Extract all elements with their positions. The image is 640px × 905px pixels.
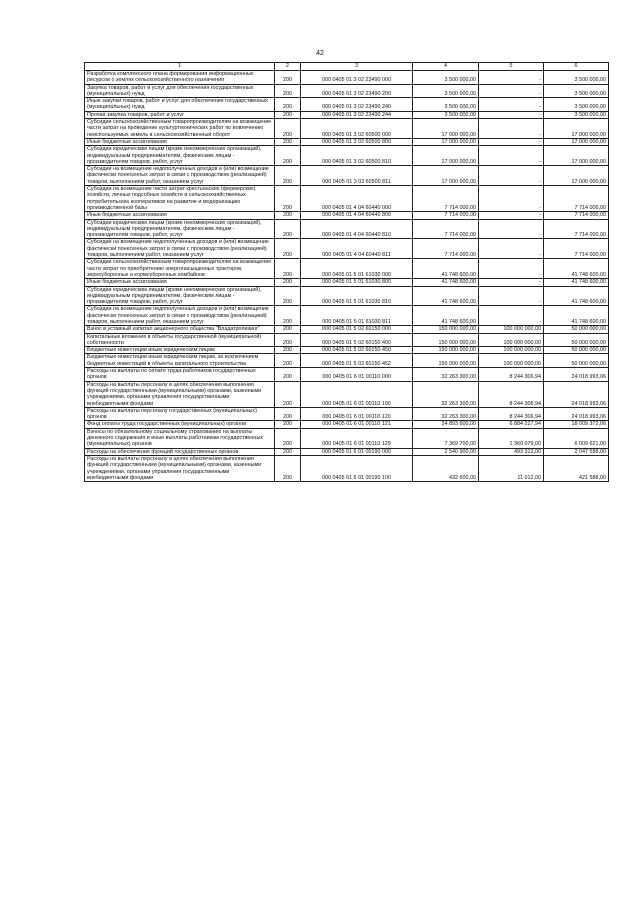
row-budget-code-cell: 000 0405 01 3 02 23490 244 [301, 111, 413, 118]
row-executed-amount-cell: 493 312,00 [479, 448, 544, 455]
row-executed-amount-cell: 6 884 227,94 [479, 421, 544, 428]
row-budget-code-cell: 000 0405 01 6 01 00110 120 [301, 407, 413, 421]
row-remaining-amount-cell: 41 748 600,00 [544, 259, 609, 279]
table-row [85, 84, 609, 98]
row-remaining-amount-cell: 3 500 000,00 [544, 71, 609, 85]
row-name-cell: Субсидии сельскохозяйственным товаропроизводителям на возмещение части затрат по приобретению энергонасыщенных тракторов, зерноуборочных и кормоуборочных комбайнов [85, 259, 275, 279]
row-admin-code-cell: 200 [275, 286, 301, 306]
row-admin-code-cell: 200 [275, 146, 301, 166]
row-name-cell: Субсидии на возмещение части затрат крестьянских (фермерских) хозяйств, личных подсобных хозяйств и сельскохозяйственных потребительских кооперативов на развитие и модернизацию производственной базы [85, 186, 275, 212]
row-approved-amount-cell: 2 540 900,00 [413, 448, 479, 455]
row-name-cell: Субсидии сельскохозяйственным товаропроизводителям на возмещение части затрат на проведение культуртехнических работ по вовлечению неиспользуемых земель в сельскохозяйственный оборот [85, 119, 275, 139]
row-budget-code-cell: 000 0405 01 6 01 00110 129 [301, 428, 413, 448]
header-cell-4: 4 [413, 63, 479, 71]
row-executed-amount-cell: 100 000 000,00 [479, 347, 544, 354]
row-remaining-amount-cell: 421 588,00 [544, 455, 609, 481]
table-row [85, 239, 609, 259]
row-admin-code-cell: 200 [275, 219, 301, 239]
header-cell-6: 6 [544, 63, 609, 71]
row-budget-code-cell: 000 0405 01 6 01 00190 000 [301, 448, 413, 455]
table-row [85, 138, 609, 145]
table-row [85, 98, 609, 112]
row-executed-amount-cell: 1 360 079,00 [479, 428, 544, 448]
row-remaining-amount-cell: 3 500 000,00 [544, 111, 609, 118]
row-approved-amount-cell: 150 000 000,00 [413, 326, 479, 333]
row-budget-code-cell: 000 0405 01 5 02 60150 000 [301, 326, 413, 333]
row-approved-amount-cell: 17 000 000,00 [413, 166, 479, 186]
table-row [85, 186, 609, 212]
row-name-cell: Субсидии юридическим лицам (кроме некоммерческих организаций), индивидуальным предпринимателям, физическим лицам - производителям товаров, работ, услуг [85, 286, 275, 306]
row-budget-code-cell: 000 0405 01 5 02 60150 450 [301, 347, 413, 354]
table-row [85, 354, 609, 368]
row-admin-code-cell: 200 [275, 71, 301, 85]
row-budget-code-cell: 000 0405 01 3 02 60500 800 [301, 138, 413, 145]
row-approved-amount-cell: 7 714 000,00 [413, 239, 479, 259]
row-approved-amount-cell: 41 748 600,00 [413, 279, 479, 286]
row-approved-amount-cell: 7 714 000,00 [413, 186, 479, 212]
row-remaining-amount-cell: 17 000 000,00 [544, 146, 609, 166]
row-approved-amount-cell: 150 000 000,00 [413, 333, 479, 347]
row-approved-amount-cell: 32 263 300,00 [413, 381, 479, 407]
table-row [85, 326, 609, 333]
row-remaining-amount-cell: 41 748 600,00 [544, 286, 609, 306]
row-admin-code-cell: 200 [275, 212, 301, 219]
row-approved-amount-cell: 7 714 000,00 [413, 212, 479, 219]
row-executed-amount-cell: - [479, 306, 544, 326]
row-executed-amount-cell: - [479, 212, 544, 219]
row-approved-amount-cell: 32 263 300,00 [413, 407, 479, 421]
row-executed-amount-cell: - [479, 98, 544, 112]
row-approved-amount-cell: 41 748 600,00 [413, 286, 479, 306]
row-budget-code-cell: 000 0405 01 5 02 60150 400 [301, 333, 413, 347]
row-executed-amount-cell: 100 000 000,00 [479, 326, 544, 333]
row-budget-code-cell: 000 0405 01 3 02 60500 810 [301, 146, 413, 166]
row-budget-code-cell: 000 0405 01 6 01 00110 100 [301, 381, 413, 407]
row-executed-amount-cell: - [479, 84, 544, 98]
row-executed-amount-cell: 8 244 306,94 [479, 381, 544, 407]
row-admin-code-cell: 200 [275, 84, 301, 98]
row-name-cell: Закупка товаров, работ и услуг для обеспечения государственных (муниципальных) нужд [85, 84, 275, 98]
row-budget-code-cell: 000 0405 01 5 02 60150 452 [301, 354, 413, 368]
row-executed-amount-cell: - [479, 71, 544, 85]
row-budget-code-cell: 000 0405 01 3 02 23490 000 [301, 71, 413, 85]
row-name-cell: Взнос в уставный капитал акционерного общества "Владагролизинг" [85, 326, 275, 333]
row-approved-amount-cell: 3 500 000,00 [413, 98, 479, 112]
row-approved-amount-cell: 17 000 000,00 [413, 119, 479, 139]
table-row [85, 259, 609, 279]
row-approved-amount-cell: 17 000 000,00 [413, 146, 479, 166]
header-cell-3: 3 [301, 63, 413, 71]
row-executed-amount-cell: 11 012,00 [479, 455, 544, 481]
table-row [85, 428, 609, 448]
table-row [85, 381, 609, 407]
page-number: 42 [316, 50, 324, 57]
row-admin-code-cell: 200 [275, 368, 301, 382]
row-name-cell: Фонд оплаты труда государственных (муниципальных) органов [85, 421, 275, 428]
row-budget-code-cell: 000 0405 01 4 04 60440 811 [301, 239, 413, 259]
row-name-cell: Иные закупки товаров, работ и услуг для обеспечения государственных (муниципальных) нужд [85, 98, 275, 112]
row-budget-code-cell: 000 0405 01 4 04 60440 800 [301, 212, 413, 219]
row-admin-code-cell: 200 [275, 428, 301, 448]
row-admin-code-cell: 200 [275, 407, 301, 421]
table-row [85, 111, 609, 118]
row-budget-code-cell: 000 0405 01 5 01 61030 811 [301, 306, 413, 326]
row-remaining-amount-cell: 17 000 000,00 [544, 166, 609, 186]
row-approved-amount-cell: 7 714 000,00 [413, 219, 479, 239]
row-executed-amount-cell: - [479, 146, 544, 166]
row-name-cell: Бюджетные инвестиции иным юридическим лицам [85, 347, 275, 354]
table-row [85, 146, 609, 166]
row-name-cell: Бюджетные инвестиции иным юридическим лицам, за исключением бюджетных инвестиций в объекты капитального строительства [85, 354, 275, 368]
row-admin-code-cell: 200 [275, 306, 301, 326]
table-row [85, 347, 609, 354]
row-admin-code-cell: 200 [275, 333, 301, 347]
row-executed-amount-cell: 100 000 000,00 [479, 354, 544, 368]
row-admin-code-cell: 200 [275, 111, 301, 118]
row-executed-amount-cell: - [479, 119, 544, 139]
row-admin-code-cell: 200 [275, 354, 301, 368]
row-remaining-amount-cell: 6 009 621,00 [544, 428, 609, 448]
row-remaining-amount-cell: 50 000 000,00 [544, 333, 609, 347]
row-approved-amount-cell: 150 000 000,00 [413, 354, 479, 368]
row-admin-code-cell: 200 [275, 326, 301, 333]
row-remaining-amount-cell: 50 000 000,00 [544, 326, 609, 333]
table-row [85, 71, 609, 85]
table-row [85, 219, 609, 239]
row-name-cell: Расходы на обеспечение функций государственных органов [85, 448, 275, 455]
row-name-cell: Расходы на выплаты персоналу в целях обеспечения выполнения функций государственными (муниципальными) органами, казенными учреждениями, органами управления государственными внебюджетными фондами [85, 381, 275, 407]
row-admin-code-cell: 200 [275, 381, 301, 407]
row-name-cell: Субсидии на возмещение недополученных доходов и (или) возмещение фактически понесенных затрат в связи с производством (реализацией) товаров, выполнением работ, оказанием услуг [85, 306, 275, 326]
budget-execution-table [84, 62, 609, 482]
table-row [85, 455, 609, 481]
row-approved-amount-cell: 32 263 300,00 [413, 368, 479, 382]
row-executed-amount-cell: - [479, 259, 544, 279]
row-remaining-amount-cell: 50 000 000,00 [544, 354, 609, 368]
row-budget-code-cell: 000 0405 01 5 01 61030 800 [301, 279, 413, 286]
table-row [85, 306, 609, 326]
row-approved-amount-cell: 41 748 600,00 [413, 306, 479, 326]
row-name-cell: Прочая закупка товаров, работ и услуг [85, 111, 275, 118]
row-admin-code-cell: 200 [275, 98, 301, 112]
header-cell-2: 2 [275, 63, 301, 71]
table-row [85, 212, 609, 219]
row-budget-code-cell: 000 0405 01 5 01 61030 810 [301, 286, 413, 306]
row-executed-amount-cell: - [479, 186, 544, 212]
row-admin-code-cell: 200 [275, 421, 301, 428]
row-name-cell: Иные бюджетные ассигнования [85, 138, 275, 145]
table-row [85, 368, 609, 382]
row-budget-code-cell: 000 0405 01 4 04 60440 810 [301, 219, 413, 239]
row-name-cell: Субсидии юридическим лицам (кроме некоммерческих организаций), индивидуальным предпринимателям, физическим лицам - производителям товаров, работ, услуг [85, 146, 275, 166]
row-admin-code-cell: 200 [275, 455, 301, 481]
row-name-cell: Субсидии на возмещение недополученных доходов и (или) возмещение фактически понесенных затрат в связи с производством (реализацией) товаров, выполнением работ, оказанием услуг [85, 166, 275, 186]
row-remaining-amount-cell: 24 018 993,06 [544, 368, 609, 382]
row-admin-code-cell: 200 [275, 347, 301, 354]
row-remaining-amount-cell: 3 500 000,00 [544, 84, 609, 98]
row-approved-amount-cell: 150 000 000,00 [413, 347, 479, 354]
table-row [85, 119, 609, 139]
row-budget-code-cell: 000 0405 01 6 01 00110 121 [301, 421, 413, 428]
row-approved-amount-cell: 24 893 600,00 [413, 421, 479, 428]
row-executed-amount-cell: - [479, 219, 544, 239]
table-row [85, 166, 609, 186]
row-admin-code-cell: 200 [275, 448, 301, 455]
row-remaining-amount-cell: 18 009 372,06 [544, 421, 609, 428]
row-name-cell: Капитальные вложения в объекты государственной (муниципальной) собственности [85, 333, 275, 347]
row-approved-amount-cell: 41 748 600,00 [413, 259, 479, 279]
row-executed-amount-cell: - [479, 111, 544, 118]
table-row [85, 333, 609, 347]
table-row [85, 421, 609, 428]
row-name-cell: Взносы по обязательному социальному страхованию на выплаты денежного содержания и иные выплаты работникам государственных (муниципальных) органов [85, 428, 275, 448]
header-cell-1: 1 [85, 63, 275, 71]
row-remaining-amount-cell: 7 714 000,00 [544, 212, 609, 219]
row-approved-amount-cell: 17 000 000,00 [413, 138, 479, 145]
row-executed-amount-cell: - [479, 166, 544, 186]
row-executed-amount-cell: 8 244 306,94 [479, 407, 544, 421]
row-remaining-amount-cell: 17 000 000,00 [544, 119, 609, 139]
row-remaining-amount-cell: 24 018 993,06 [544, 381, 609, 407]
row-approved-amount-cell: 3 500 000,00 [413, 84, 479, 98]
table-row [85, 286, 609, 306]
row-name-cell: Субсидии юридическим лицам (кроме некоммерческих организаций), индивидуальным предпринимателям, физическим лицам - производителям товаров, работ, услуг [85, 219, 275, 239]
row-admin-code-cell: 200 [275, 186, 301, 212]
row-remaining-amount-cell: 41 748 600,00 [544, 306, 609, 326]
row-budget-code-cell: 000 0405 01 3 02 23490 240 [301, 98, 413, 112]
table-header-row [85, 63, 609, 71]
row-admin-code-cell: 200 [275, 138, 301, 145]
row-remaining-amount-cell: 7 714 000,00 [544, 219, 609, 239]
row-approved-amount-cell: 3 500 000,00 [413, 111, 479, 118]
row-executed-amount-cell: 100 000 000,00 [479, 333, 544, 347]
row-executed-amount-cell: - [479, 279, 544, 286]
row-budget-code-cell: 000 0405 01 5 01 61030 000 [301, 259, 413, 279]
row-budget-code-cell: 000 0405 01 6 01 00110 000 [301, 368, 413, 382]
row-budget-code-cell: 000 0405 01 6 01 00190 100 [301, 455, 413, 481]
row-name-cell: Иные бюджетные ассигнования [85, 279, 275, 286]
row-remaining-amount-cell: 7 714 000,00 [544, 186, 609, 212]
row-remaining-amount-cell: 2 047 588,00 [544, 448, 609, 455]
row-remaining-amount-cell: 17 000 000,00 [544, 138, 609, 145]
row-budget-code-cell: 000 0405 01 4 04 60440 000 [301, 186, 413, 212]
row-remaining-amount-cell: 41 748 600,00 [544, 279, 609, 286]
table-row [85, 279, 609, 286]
row-approved-amount-cell: 432 600,00 [413, 455, 479, 481]
row-remaining-amount-cell: 7 714 000,00 [544, 239, 609, 259]
row-name-cell: Расходы на выплаты персоналу в целях обеспечения выполнения функций государственными (муниципальными) органами, казенными учреждениями, органами управления государственными внебюджетными фондами [85, 455, 275, 481]
row-name-cell: Иные бюджетные ассигнования [85, 212, 275, 219]
row-budget-code-cell: 000 0405 01 3 02 23490 200 [301, 84, 413, 98]
table-row [85, 448, 609, 455]
row-admin-code-cell: 200 [275, 259, 301, 279]
row-name-cell: Субсидии на возмещение недополученных доходов и (или) возмещение фактически понесенных затрат в связи с производством (реализацией) товаров, выполнением работ, оказанием услуг [85, 239, 275, 259]
row-remaining-amount-cell: 3 500 000,00 [544, 98, 609, 112]
row-admin-code-cell: 200 [275, 279, 301, 286]
row-executed-amount-cell: - [479, 138, 544, 145]
row-budget-code-cell: 000 0405 01 3 02 60500 000 [301, 119, 413, 139]
row-name-cell: Расходы на выплаты по оплате труда работников государственных органов [85, 368, 275, 382]
row-remaining-amount-cell: 24 018 993,06 [544, 407, 609, 421]
row-name-cell: Разработка комплексного плана формирования информационных ресурсов о землях сельскохозяйственного назначения [85, 71, 275, 85]
row-executed-amount-cell: - [479, 286, 544, 306]
row-remaining-amount-cell: 50 000 000,00 [544, 347, 609, 354]
row-name-cell: Расходы на выплаты персоналу государственных (муниципальных) органов [85, 407, 275, 421]
header-cell-5: 5 [479, 63, 544, 71]
row-approved-amount-cell: 3 500 000,00 [413, 71, 479, 85]
row-executed-amount-cell: 8 244 306,94 [479, 368, 544, 382]
table-row [85, 407, 609, 421]
row-budget-code-cell: 000 0405 01 3 02 60500 811 [301, 166, 413, 186]
row-admin-code-cell: 200 [275, 239, 301, 259]
row-approved-amount-cell: 7 369 700,00 [413, 428, 479, 448]
row-admin-code-cell: 200 [275, 166, 301, 186]
row-executed-amount-cell: - [479, 239, 544, 259]
row-admin-code-cell: 200 [275, 119, 301, 139]
